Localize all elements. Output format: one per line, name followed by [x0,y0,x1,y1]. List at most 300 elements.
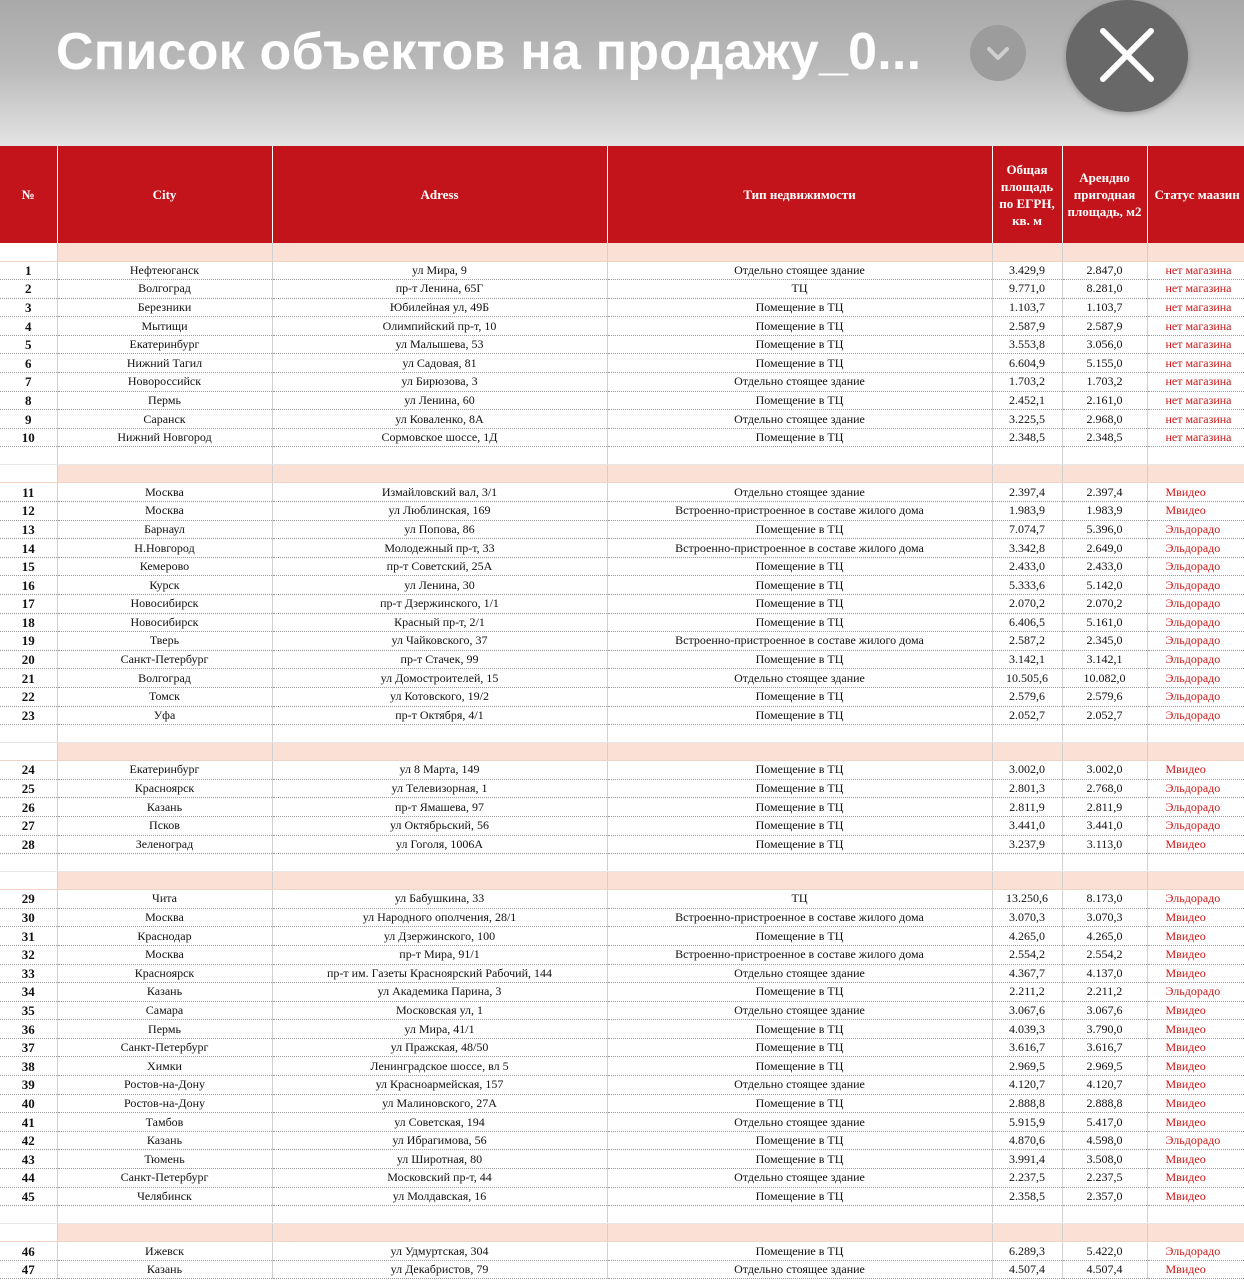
row-store-status[interactable]: Мвидео [1147,1187,1244,1206]
row-total-area[interactable]: 10.505,6 [992,669,1062,688]
row-store-status[interactable]: нет магазина [1147,317,1244,336]
row-city[interactable]: Саранск [57,410,272,429]
row-number[interactable]: 46 [0,1242,57,1261]
row-address[interactable]: ул Бабушкина, 33 [272,890,607,909]
row-property-type[interactable]: Отдельно стоящее здание [607,1113,992,1132]
group-band-row-cell[interactable] [0,465,57,483]
row-store-status[interactable]: Эльдорадо [1147,890,1244,909]
row-store-status[interactable]: Мвидео [1147,1057,1244,1076]
row-total-area[interactable]: 2.070,2 [992,595,1062,614]
row-number[interactable]: 15 [0,557,57,576]
row-address[interactable]: ул Домостроителей, 15 [272,669,607,688]
row-address[interactable]: ул Широтная, 80 [272,1150,607,1169]
row-city[interactable]: Екатеринбург [57,761,272,780]
spacer-row-cell[interactable] [607,854,992,872]
row-address[interactable]: ул Мира, 41/1 [272,1020,607,1039]
row-rentable-area[interactable]: 8.281,0 [1062,280,1147,299]
group-band-row-cell[interactable] [57,743,272,761]
row-property-type[interactable]: Помещение в ТЦ [607,1020,992,1039]
row-number[interactable]: 13 [0,520,57,539]
row-rentable-area[interactable]: 1.103,7 [1062,298,1147,317]
row-city[interactable]: Чита [57,890,272,909]
row-store-status[interactable]: Эльдорадо [1147,798,1244,817]
spacer-row-cell[interactable] [272,725,607,743]
row-store-status[interactable]: Мвидео [1147,761,1244,780]
row-total-area[interactable]: 2.969,5 [992,1057,1062,1076]
row-total-area[interactable]: 2.211,2 [992,983,1062,1002]
row-address[interactable]: ул Малиновского, 27А [272,1094,607,1113]
row-city[interactable]: Тверь [57,632,272,651]
group-band-row-cell[interactable] [272,243,607,261]
row-city[interactable]: Казань [57,1260,272,1279]
row-total-area[interactable]: 2.348,5 [992,428,1062,447]
row-city[interactable]: Барнаул [57,520,272,539]
row-store-status[interactable]: Мвидео [1147,502,1244,521]
row-address[interactable]: Московская ул, 1 [272,1001,607,1020]
group-band-row-cell[interactable] [272,872,607,890]
row-store-status[interactable]: нет магазина [1147,354,1244,373]
row-city[interactable]: Томск [57,687,272,706]
row-rentable-area[interactable]: 8.173,0 [1062,890,1147,909]
row-property-type[interactable]: Помещение в ТЦ [607,520,992,539]
group-band-row-cell[interactable] [1147,465,1244,483]
row-rentable-area[interactable]: 5.422,0 [1062,1242,1147,1261]
row-rentable-area[interactable]: 2.768,0 [1062,779,1147,798]
group-band-row-cell[interactable] [1062,872,1147,890]
row-store-status[interactable]: Мвидео [1147,1020,1244,1039]
row-address[interactable]: ул Коваленко, 8А [272,410,607,429]
row-city[interactable]: Ростов-на-Дону [57,1094,272,1113]
row-number[interactable]: 38 [0,1057,57,1076]
row-property-type[interactable]: Помещение в ТЦ [607,595,992,614]
row-number[interactable]: 22 [0,687,57,706]
row-city[interactable]: Казань [57,798,272,817]
row-number[interactable]: 39 [0,1076,57,1095]
row-city[interactable]: Санкт-Петербург [57,1038,272,1057]
row-property-type[interactable]: Помещение в ТЦ [607,298,992,317]
row-address[interactable]: пр-т Дзержинского, 1/1 [272,595,607,614]
row-rentable-area[interactable]: 2.357,0 [1062,1187,1147,1206]
row-total-area[interactable]: 5.915,9 [992,1113,1062,1132]
row-property-type[interactable]: Помещение в ТЦ [607,927,992,946]
row-number[interactable]: 25 [0,779,57,798]
group-band-row-cell[interactable] [272,1224,607,1242]
row-city[interactable]: Красноярск [57,964,272,983]
row-address[interactable]: Сормовское шоссе, 1Д [272,428,607,447]
row-property-type[interactable]: Помещение в ТЦ [607,1131,992,1150]
row-property-type[interactable]: ТЦ [607,280,992,299]
row-number[interactable]: 2 [0,280,57,299]
group-band-row-cell[interactable] [992,743,1062,761]
row-rentable-area[interactable]: 2.579,6 [1062,687,1147,706]
spacer-row-cell[interactable] [607,447,992,465]
row-store-status[interactable]: Эльдорадо [1147,779,1244,798]
row-city[interactable]: Новосибирск [57,595,272,614]
spacer-row-cell[interactable] [57,1206,272,1224]
row-number[interactable]: 17 [0,595,57,614]
row-property-type[interactable]: Помещение в ТЦ [607,317,992,336]
group-band-row-cell[interactable] [1062,465,1147,483]
row-property-type[interactable]: Встроенно-пристроенное в составе жилого дома [607,502,992,521]
row-total-area[interactable]: 3.553,8 [992,335,1062,354]
spacer-row-cell[interactable] [607,725,992,743]
group-band-row-cell[interactable] [1062,743,1147,761]
row-rentable-area[interactable]: 5.396,0 [1062,520,1147,539]
spacer-row-cell[interactable] [1147,854,1244,872]
row-total-area[interactable]: 3.067,6 [992,1001,1062,1020]
row-address[interactable]: ул Бирюзова, 3 [272,373,607,392]
row-total-area[interactable]: 2.052,7 [992,706,1062,725]
row-number[interactable]: 47 [0,1260,57,1279]
row-rentable-area[interactable]: 3.070,3 [1062,908,1147,927]
row-address[interactable]: ул Мира, 9 [272,261,607,280]
row-property-type[interactable]: Помещение в ТЦ [607,335,992,354]
row-city[interactable]: Н.Новгород [57,539,272,558]
row-rentable-area[interactable]: 5.142,0 [1062,576,1147,595]
spacer-row-cell[interactable] [57,447,272,465]
spacer-row-cell[interactable] [992,725,1062,743]
spacer-row-cell[interactable] [1062,725,1147,743]
row-address[interactable]: Ленинградское шоссе, вл 5 [272,1057,607,1076]
spacer-row-cell[interactable] [0,854,57,872]
row-total-area[interactable]: 1.703,2 [992,373,1062,392]
row-number[interactable]: 30 [0,908,57,927]
row-total-area[interactable]: 2.452,1 [992,391,1062,410]
spreadsheet-view[interactable] [0,146,1244,1280]
row-address[interactable]: ул Советская, 194 [272,1113,607,1132]
row-city[interactable]: Пермь [57,391,272,410]
row-address[interactable]: ул Телевизорная, 1 [272,779,607,798]
group-band-row-cell[interactable] [57,243,272,261]
spacer-row-cell[interactable] [1147,1206,1244,1224]
row-total-area[interactable]: 3.991,4 [992,1150,1062,1169]
row-rentable-area[interactable]: 3.790,0 [1062,1020,1147,1039]
row-rentable-area[interactable]: 2.211,2 [1062,983,1147,1002]
row-store-status[interactable]: Эльдорадо [1147,539,1244,558]
row-total-area[interactable]: 1.983,9 [992,502,1062,521]
row-city[interactable]: Нефтеюганск [57,261,272,280]
row-number[interactable]: 24 [0,761,57,780]
row-property-type[interactable]: Помещение в ТЦ [607,1094,992,1113]
row-number[interactable]: 9 [0,410,57,429]
group-band-row-cell[interactable] [57,1224,272,1242]
row-number[interactable]: 23 [0,706,57,725]
row-number[interactable]: 12 [0,502,57,521]
row-rentable-area[interactable]: 1.703,2 [1062,373,1147,392]
row-property-type[interactable]: Помещение в ТЦ [607,779,992,798]
row-store-status[interactable]: Эльдорадо [1147,706,1244,725]
row-property-type[interactable]: Помещение в ТЦ [607,1242,992,1261]
group-band-row-cell[interactable] [1147,743,1244,761]
row-store-status[interactable]: Эльдорадо [1147,520,1244,539]
row-address[interactable]: ул Ленина, 30 [272,576,607,595]
row-address[interactable]: ул Ленина, 60 [272,391,607,410]
row-rentable-area[interactable]: 2.968,0 [1062,410,1147,429]
row-number[interactable]: 10 [0,428,57,447]
row-property-type[interactable]: Помещение в ТЦ [607,354,992,373]
spacer-row-cell[interactable] [1062,854,1147,872]
row-number[interactable]: 31 [0,927,57,946]
expand-title-button[interactable] [970,25,1026,81]
row-store-status[interactable]: Эльдорадо [1147,816,1244,835]
row-rentable-area[interactable]: 2.070,2 [1062,595,1147,614]
row-address[interactable]: ул Декабристов, 79 [272,1260,607,1279]
group-band-row-cell[interactable] [1062,243,1147,261]
row-number[interactable]: 42 [0,1131,57,1150]
row-number[interactable]: 41 [0,1113,57,1132]
group-band-row-cell[interactable] [57,872,272,890]
row-store-status[interactable]: Мвидео [1147,945,1244,964]
row-store-status[interactable]: Эльдорадо [1147,632,1244,651]
row-total-area[interactable]: 2.587,2 [992,632,1062,651]
row-property-type[interactable]: Помещение в ТЦ [607,391,992,410]
row-rentable-area[interactable]: 4.507,4 [1062,1260,1147,1279]
row-rentable-area[interactable]: 2.847,0 [1062,261,1147,280]
row-store-status[interactable]: Мвидео [1147,1113,1244,1132]
row-store-status[interactable]: Мвидео [1147,964,1244,983]
row-number[interactable]: 5 [0,335,57,354]
row-number[interactable]: 37 [0,1038,57,1057]
row-total-area[interactable]: 4.367,7 [992,964,1062,983]
row-address[interactable]: ул Попова, 86 [272,520,607,539]
row-city[interactable]: Пермь [57,1020,272,1039]
row-address[interactable]: ул Дзержинского, 100 [272,927,607,946]
row-rentable-area[interactable]: 3.508,0 [1062,1150,1147,1169]
row-city[interactable]: Москва [57,908,272,927]
row-city[interactable]: Волгоград [57,669,272,688]
row-total-area[interactable]: 3.237,9 [992,835,1062,854]
group-band-row-cell[interactable] [0,243,57,261]
row-total-area[interactable]: 3.142,1 [992,650,1062,669]
row-total-area[interactable]: 3.616,7 [992,1038,1062,1057]
group-band-row-cell[interactable] [0,743,57,761]
row-city[interactable]: Курск [57,576,272,595]
row-rentable-area[interactable]: 2.348,5 [1062,428,1147,447]
group-band-row-cell[interactable] [992,465,1062,483]
row-rentable-area[interactable]: 5.155,0 [1062,354,1147,373]
row-rentable-area[interactable]: 4.120,7 [1062,1076,1147,1095]
row-city[interactable]: Москва [57,945,272,964]
row-rentable-area[interactable]: 2.888,8 [1062,1094,1147,1113]
row-number[interactable]: 21 [0,669,57,688]
row-address[interactable]: ул Удмуртская, 304 [272,1242,607,1261]
spacer-row-cell[interactable] [607,1206,992,1224]
group-band-row-cell[interactable] [1147,243,1244,261]
row-rentable-area[interactable]: 2.052,7 [1062,706,1147,725]
row-property-type[interactable]: Отдельно стоящее здание [607,669,992,688]
row-property-type[interactable]: Встроенно-пристроенное в составе жилого дома [607,632,992,651]
row-property-type[interactable]: Помещение в ТЦ [607,983,992,1002]
group-band-row-cell[interactable] [0,872,57,890]
spacer-row-cell[interactable] [57,854,272,872]
group-band-row-cell[interactable] [607,872,992,890]
row-number[interactable]: 6 [0,354,57,373]
row-total-area[interactable]: 2.801,3 [992,779,1062,798]
row-city[interactable]: Челябинск [57,1187,272,1206]
row-number[interactable]: 11 [0,483,57,502]
row-address[interactable]: ул Пражская, 48/50 [272,1038,607,1057]
spacer-row-cell[interactable] [1062,1206,1147,1224]
row-total-area[interactable]: 6.604,9 [992,354,1062,373]
row-store-status[interactable]: Мвидео [1147,1150,1244,1169]
row-number[interactable]: 19 [0,632,57,651]
spacer-row-cell[interactable] [272,447,607,465]
row-number[interactable]: 1 [0,261,57,280]
row-total-area[interactable]: 4.120,7 [992,1076,1062,1095]
group-band-row-cell[interactable] [607,243,992,261]
row-property-type[interactable]: Помещение в ТЦ [607,650,992,669]
row-total-area[interactable]: 4.870,6 [992,1131,1062,1150]
row-rentable-area[interactable]: 3.441,0 [1062,816,1147,835]
spacer-row-cell[interactable] [272,854,607,872]
row-city[interactable]: Казань [57,1131,272,1150]
row-number[interactable]: 18 [0,613,57,632]
row-total-area[interactable]: 2.237,5 [992,1169,1062,1188]
spacer-row-cell[interactable] [0,447,57,465]
row-rentable-area[interactable]: 2.587,9 [1062,317,1147,336]
row-city[interactable]: Санкт-Петербург [57,650,272,669]
row-total-area[interactable]: 3.429,9 [992,261,1062,280]
row-store-status[interactable]: Эльдорадо [1147,613,1244,632]
row-total-area[interactable]: 4.507,4 [992,1260,1062,1279]
row-city[interactable]: Псков [57,816,272,835]
row-store-status[interactable]: нет магазина [1147,298,1244,317]
spacer-row-cell[interactable] [0,725,57,743]
row-rentable-area[interactable]: 3.056,0 [1062,335,1147,354]
row-store-status[interactable]: Мвидео [1147,835,1244,854]
row-address[interactable]: ул Гоголя, 1006А [272,835,607,854]
row-property-type[interactable]: Помещение в ТЦ [607,1057,992,1076]
group-band-row-cell[interactable] [1147,1224,1244,1242]
row-property-type[interactable]: Помещение в ТЦ [607,816,992,835]
row-number[interactable]: 27 [0,816,57,835]
row-address[interactable]: ул Академика Парина, 3 [272,983,607,1002]
row-total-area[interactable]: 13.250,6 [992,890,1062,909]
row-address[interactable]: ул 8 Марта, 149 [272,761,607,780]
row-store-status[interactable]: нет магазина [1147,428,1244,447]
row-total-area[interactable]: 3.070,3 [992,908,1062,927]
row-city[interactable]: Нижний Новгород [57,428,272,447]
row-address[interactable]: Московский пр-т, 44 [272,1169,607,1188]
row-address[interactable]: Юбилейная ул, 49Б [272,298,607,317]
row-city[interactable]: Красноярск [57,779,272,798]
row-store-status[interactable]: Мвидео [1147,908,1244,927]
spacer-row-cell[interactable] [272,1206,607,1224]
row-property-type[interactable]: Помещение в ТЦ [607,761,992,780]
row-property-type[interactable]: Помещение в ТЦ [607,1150,992,1169]
row-rentable-area[interactable]: 1.983,9 [1062,502,1147,521]
row-rentable-area[interactable]: 2.811,9 [1062,798,1147,817]
row-property-type[interactable]: Помещение в ТЦ [607,428,992,447]
row-total-area[interactable]: 4.265,0 [992,927,1062,946]
group-band-row-cell[interactable] [1147,872,1244,890]
row-rentable-area[interactable]: 2.161,0 [1062,391,1147,410]
row-property-type[interactable]: Отдельно стоящее здание [607,410,992,429]
row-city[interactable]: Новосибирск [57,613,272,632]
row-total-area[interactable]: 5.333,6 [992,576,1062,595]
group-band-row-cell[interactable] [607,1224,992,1242]
row-address[interactable]: ул Малышева, 53 [272,335,607,354]
row-number[interactable]: 14 [0,539,57,558]
row-rentable-area[interactable]: 4.265,0 [1062,927,1147,946]
row-rentable-area[interactable]: 3.113,0 [1062,835,1147,854]
spacer-row-cell[interactable] [992,1206,1062,1224]
row-number[interactable]: 35 [0,1001,57,1020]
row-store-status[interactable]: Мвидео [1147,1260,1244,1279]
row-city[interactable]: Березники [57,298,272,317]
row-address[interactable]: пр-т Советский, 25А [272,557,607,576]
group-band-row-cell[interactable] [272,743,607,761]
row-total-area[interactable]: 4.039,3 [992,1020,1062,1039]
row-address[interactable]: ул Народного ополчения, 28/1 [272,908,607,927]
row-city[interactable]: Зеленоград [57,835,272,854]
spacer-row-cell[interactable] [1062,447,1147,465]
group-band-row-cell[interactable] [0,1224,57,1242]
row-total-area[interactable]: 2.358,5 [992,1187,1062,1206]
row-store-status[interactable]: Мвидео [1147,927,1244,946]
row-store-status[interactable]: нет магазина [1147,391,1244,410]
row-store-status[interactable]: Эльдорадо [1147,576,1244,595]
row-address[interactable]: ул Садовая, 81 [272,354,607,373]
row-total-area[interactable]: 2.397,4 [992,483,1062,502]
group-band-row-cell[interactable] [57,465,272,483]
row-property-type[interactable]: Помещение в ТЦ [607,835,992,854]
row-property-type[interactable]: Встроенно-пристроенное в составе жилого дома [607,945,992,964]
row-total-area[interactable]: 7.074,7 [992,520,1062,539]
row-rentable-area[interactable]: 2.237,5 [1062,1169,1147,1188]
row-total-area[interactable]: 2.587,9 [992,317,1062,336]
row-rentable-area[interactable]: 5.417,0 [1062,1113,1147,1132]
row-number[interactable]: 34 [0,983,57,1002]
group-band-row-cell[interactable] [1062,1224,1147,1242]
row-total-area[interactable]: 3.225,5 [992,410,1062,429]
row-city[interactable]: Ростов-на-Дону [57,1076,272,1095]
row-store-status[interactable]: Эльдорадо [1147,557,1244,576]
row-store-status[interactable]: Эльдорадо [1147,687,1244,706]
group-band-row-cell[interactable] [992,1224,1062,1242]
spacer-row-cell[interactable] [0,1206,57,1224]
close-button[interactable] [1066,0,1188,112]
spacer-row-cell[interactable] [1147,447,1244,465]
row-rentable-area[interactable]: 2.969,5 [1062,1057,1147,1076]
row-number[interactable]: 29 [0,890,57,909]
row-city[interactable]: Москва [57,502,272,521]
row-property-type[interactable]: Отдельно стоящее здание [607,1001,992,1020]
row-store-status[interactable]: нет магазина [1147,410,1244,429]
row-city[interactable]: Ижевск [57,1242,272,1261]
row-address[interactable]: Измайловский вал, 3/1 [272,483,607,502]
row-address[interactable]: ул Ибрагимова, 56 [272,1131,607,1150]
row-store-status[interactable]: Мвидео [1147,1094,1244,1113]
row-total-area[interactable]: 3.441,0 [992,816,1062,835]
row-rentable-area[interactable]: 3.002,0 [1062,761,1147,780]
row-city[interactable]: Тюмень [57,1150,272,1169]
row-total-area[interactable]: 6.289,3 [992,1242,1062,1261]
row-total-area[interactable]: 3.342,8 [992,539,1062,558]
row-address[interactable]: ул Молдавская, 16 [272,1187,607,1206]
row-city[interactable]: Казань [57,983,272,1002]
row-property-type[interactable]: Встроенно-пристроенное в составе жилого дома [607,908,992,927]
row-address[interactable]: ул Октябрьский, 56 [272,816,607,835]
row-property-type[interactable]: Отдельно стоящее здание [607,1076,992,1095]
row-store-status[interactable]: Эльдорадо [1147,650,1244,669]
row-property-type[interactable]: Отдельно стоящее здание [607,373,992,392]
row-number[interactable]: 3 [0,298,57,317]
row-city[interactable]: Санкт-Петербург [57,1169,272,1188]
row-property-type[interactable]: Отдельно стоящее здание [607,1260,992,1279]
row-address[interactable]: ул Люблинская, 169 [272,502,607,521]
row-address[interactable]: Олимпийский пр-т, 10 [272,317,607,336]
